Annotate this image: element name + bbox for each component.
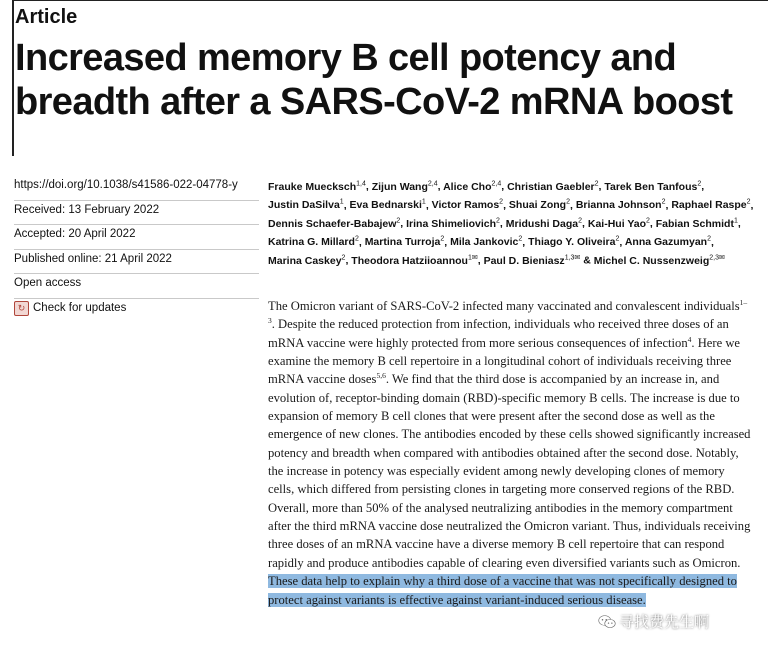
author-name[interactable]: Theodora Hatziioannou$^{1✉}$: [351, 254, 478, 267]
author-name[interactable]: Dennis Schaefer-Babajew$^2$: [268, 217, 401, 230]
article-metadata: [14, 176, 259, 322]
citation-ref: 5,6: [376, 371, 386, 381]
author-affiliation: 2,3✉: [709, 254, 725, 261]
abstract-text: . Here we examine the memory B cell repertoire in a longitudinal cohort of individuals receiving three mRNA vaccine doses: [268, 335, 741, 387]
received-date: Received: 13 February 2022: [14, 201, 259, 226]
author-name[interactable]: Martina Turroja$^2$: [364, 235, 445, 248]
author-affiliation: 2: [646, 217, 650, 224]
author-affiliation: 2: [707, 235, 712, 243]
author-affiliation: 2: [746, 198, 751, 206]
article-type: Article: [15, 6, 78, 28]
author-affiliation: 2: [496, 217, 500, 224]
author-affiliation: 1: [421, 198, 426, 206]
author-affiliation: 2: [566, 198, 570, 206]
author-affiliation: 2: [697, 180, 702, 187]
author-affiliation: 2,4: [427, 180, 438, 187]
check-updates-link[interactable]: [14, 299, 259, 323]
published-date: Published online: 21 April 2022: [14, 250, 259, 275]
author-affiliation: 2: [661, 198, 666, 206]
left-rule: [12, 0, 14, 156]
author-name[interactable]: Katrina G. Millard$^2$: [268, 235, 359, 248]
author-name[interactable]: Paul D. Bieniasz$^{1,3✉}$: [483, 254, 581, 267]
author-affiliation: 1: [733, 217, 738, 224]
watermark: [598, 611, 709, 632]
author-name[interactable]: Fabian Schmidt$^1$: [655, 217, 738, 230]
author-affiliation: 2,4: [491, 180, 502, 187]
author-affiliation: 2: [341, 254, 346, 261]
author-name[interactable]: Tarek Ben Tanfous$^2$: [604, 180, 702, 193]
author-name[interactable]: Mila Jankovic$^2$: [450, 235, 523, 248]
author-name[interactable]: Irina Shimeliovich$^2$: [406, 217, 500, 230]
check-updates-label: Check for updates: [33, 301, 127, 314]
check-updates-icon: ↻: [14, 301, 29, 316]
top-rule: [12, 0, 768, 1]
citation-ref: 4: [687, 334, 692, 344]
author-affiliation: 1✉: [467, 254, 478, 261]
abstract-text: The Omicron variant of SARS-CoV-2 infected many vaccinated and convalescent individuals: [268, 299, 740, 313]
author-affiliation: 2: [354, 235, 359, 243]
author-affiliation: 2: [594, 180, 599, 187]
author-list: Frauke Muecksch$^{1,4}$, Zijun Wang$^{2,4}$, Alice Cho$^{2,4}$, Christian Gaebler$^2$, Tarek Ben Tanfous$^2$, Justin DaSilva$^1$, Eva Bednarski$^1$, Victor Ramos$^2$, Shuai Zong$^2$, Brianna Johnson$^2$, Raphael Raspe$^2$, Dennis Schaefer-Babajew$^2$, Irina Shimeliovich$^2$, Mridushi Daga$^2$, Kai-Hui Yao$^2$, Fabian Schmidt$^1$, Katrina G. Millard$^2$, Martina Turroja$^2$, Mila Jankovic$^2$, Thiago Y. Oliveira$^2$, Anna Gazumyan$^2$, Marina Caskey$^2$, Theodora Hatziioannou$^{1✉}$, Paul D. Bieniasz$^{1,3✉}$ & Michel C. Nussenzweig$^{2,3✉}$: [268, 180, 754, 267]
abstract-text: . We find that the third dose is accompanied by an increase in, and evolution of, receptor-binding domain (RBD)-specific memory B cells. The increase is due to expansion of memory B cell clones that were present after the second dose as well as the emergence of new clones. The antibodies encoded by these cells showed significantly increased potency and breadth when compared with antibodies obtained after the second dose. Notably, the increase in potency was especially evident among newly developing clones of memory cells, which differed from persisting clones in targeting more conserved regions of the RBD. Overall, more than 50% of the analysed neutralizing antibodies in the memory compartment after the third mRNA vaccine dose neutralized the Omicron variant. Thus, individuals receiving three doses of an mRNA vaccine have a diverse memory B cell repertoire that can respond rapidly and produce antibodies capable of clearing even diversified variants such as Omicron.: [268, 372, 751, 570]
wechat-icon: [598, 614, 616, 630]
author-name[interactable]: Frauke Muecksch$^{1,4}$: [268, 180, 366, 193]
author-name[interactable]: Raphael Raspe$^2$: [671, 198, 751, 211]
author-name[interactable]: Mridushi Daga$^2$: [505, 217, 583, 230]
author-affiliation: 2: [578, 217, 583, 224]
author-name[interactable]: Eva Bednarski$^1$: [349, 198, 426, 211]
accepted-date: Accepted: 20 April 2022: [14, 225, 259, 250]
abstract-text: . Despite the reduced protection from infection, individuals who received three doses of an mRNA vaccine were highly protected from more serious consequences of infection: [268, 317, 729, 350]
author-name[interactable]: Michel C. Nussenzweig$^{2,3✉}$: [593, 254, 725, 267]
author-affiliation: 1: [339, 198, 344, 206]
open-access-label: Open access: [14, 274, 259, 299]
author-name[interactable]: Alice Cho$^{2,4}$: [443, 180, 502, 193]
author-affiliation: 2: [440, 235, 445, 243]
abstract: [268, 297, 754, 609]
doi-link[interactable]: https://doi.org/10.1038/s41586-022-04778-y: [14, 176, 259, 201]
author-affiliation: 1,3✉: [564, 254, 581, 261]
watermark-text: 寻找费先生啊: [619, 614, 710, 631]
author-name[interactable]: Thiago Y. Oliveira$^2$: [528, 235, 620, 248]
author-affiliation: 2: [396, 217, 401, 224]
author-name[interactable]: Justin DaSilva$^1$: [268, 198, 344, 211]
author-name[interactable]: Kai-Hui Yao$^2$: [587, 217, 650, 230]
highlighted-text: These data help to explain why a third dose of a vaccine that was not specifically designed to protect against variants is effective against variant-induced serious disease.: [268, 574, 737, 607]
author-name[interactable]: Shuai Zong$^2$: [508, 198, 570, 211]
author-name[interactable]: Zijun Wang$^{2,4}$: [371, 180, 438, 193]
author-affiliation: 2: [499, 198, 504, 206]
article-title: Increased memory B cell potency and breadth after a SARS-CoV-2 mRNA boost: [15, 37, 733, 123]
author-name[interactable]: Marina Caskey$^2$: [268, 254, 346, 267]
author-affiliation: 2: [615, 235, 620, 243]
author-name[interactable]: Brianna Johnson$^2$: [575, 198, 666, 211]
author-name[interactable]: Christian Gaebler$^2$: [507, 180, 599, 193]
author-name[interactable]: Anna Gazumyan$^2$: [624, 235, 712, 248]
author-affiliation: 2: [518, 235, 523, 243]
author-name[interactable]: Victor Ramos$^2$: [431, 198, 504, 211]
author-affiliation: 1,4: [356, 180, 366, 187]
citation-ref: 1–3: [268, 297, 748, 326]
